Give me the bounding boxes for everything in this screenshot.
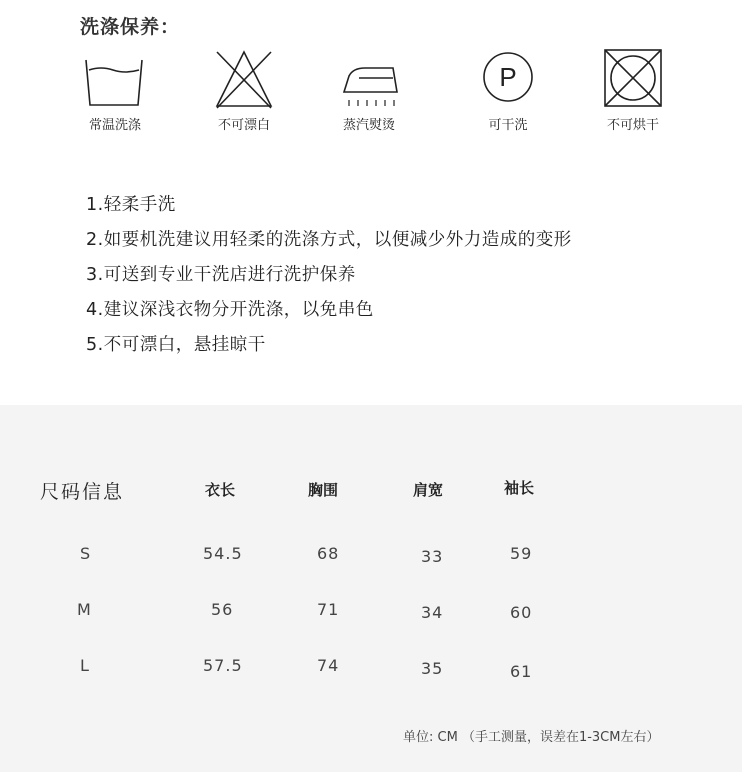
care-item-dryclean	[448, 48, 568, 148]
steam-iron-icon	[309, 48, 429, 112]
header-shoulder: 肩宽	[413, 481, 444, 499]
header-chest: 胸围	[308, 481, 339, 499]
cell-l-chest: 74	[317, 656, 340, 675]
cell-s-shoulder: 33	[421, 547, 444, 566]
size-label-m: M	[77, 600, 92, 619]
size-table-title: 尺码信息	[40, 481, 125, 503]
measurement-note: 单位: CM （手工测量，误差在1-3CM左右）	[403, 730, 660, 745]
wash-basin-icon	[55, 48, 175, 108]
no-bleach-icon	[184, 48, 304, 112]
cell-s-chest: 68	[317, 544, 340, 563]
care-label-bleach: 不可漂白	[217, 118, 270, 133]
cell-s-sleeve: 59	[510, 544, 533, 563]
dry-clean-letter: P	[499, 62, 517, 92]
no-tumble-dry-icon	[573, 48, 693, 112]
cell-l-sleeve: 61	[510, 662, 533, 681]
care-item-tumble	[573, 48, 693, 148]
size-info-section	[0, 405, 742, 772]
care-label-dryclean: 可干洗	[488, 118, 528, 133]
cell-m-length: 56	[211, 600, 234, 619]
care-label-iron: 蒸汽熨烫	[342, 118, 395, 133]
cell-m-shoulder: 34	[421, 603, 444, 622]
care-label-wash: 常温洗涤	[88, 118, 141, 133]
instruction-item: 5.不可漂白，悬挂晾干	[86, 335, 266, 355]
cell-m-chest: 71	[317, 600, 340, 619]
size-label-s: S	[80, 544, 92, 563]
header-length: 衣长	[205, 481, 236, 499]
header-sleeve: 袖长	[504, 479, 535, 497]
care-label-tumble: 不可烘干	[606, 118, 659, 133]
cell-l-shoulder: 35	[421, 659, 444, 678]
instruction-item: 3.可送到专业干洗店进行洗护保养	[86, 265, 356, 285]
care-item-bleach	[184, 48, 304, 148]
instruction-item: 4.建议深浅衣物分开洗涤，以免串色	[86, 300, 374, 320]
cell-s-length: 54.5	[203, 544, 243, 563]
size-label-l: L	[80, 656, 90, 675]
instruction-item: 2.如要机洗建议用轻柔的洗涤方式，以便减少外力造成的变形	[86, 230, 572, 250]
cell-m-sleeve: 60	[510, 603, 533, 622]
instruction-item: 1.轻柔手洗	[86, 195, 176, 215]
care-item-iron	[309, 48, 429, 148]
care-instructions-list	[86, 188, 572, 363]
cell-l-length: 57.5	[203, 656, 243, 675]
care-item-wash	[55, 48, 175, 148]
care-title: 洗涤保养：	[80, 16, 181, 38]
dry-clean-p-icon	[448, 48, 568, 112]
